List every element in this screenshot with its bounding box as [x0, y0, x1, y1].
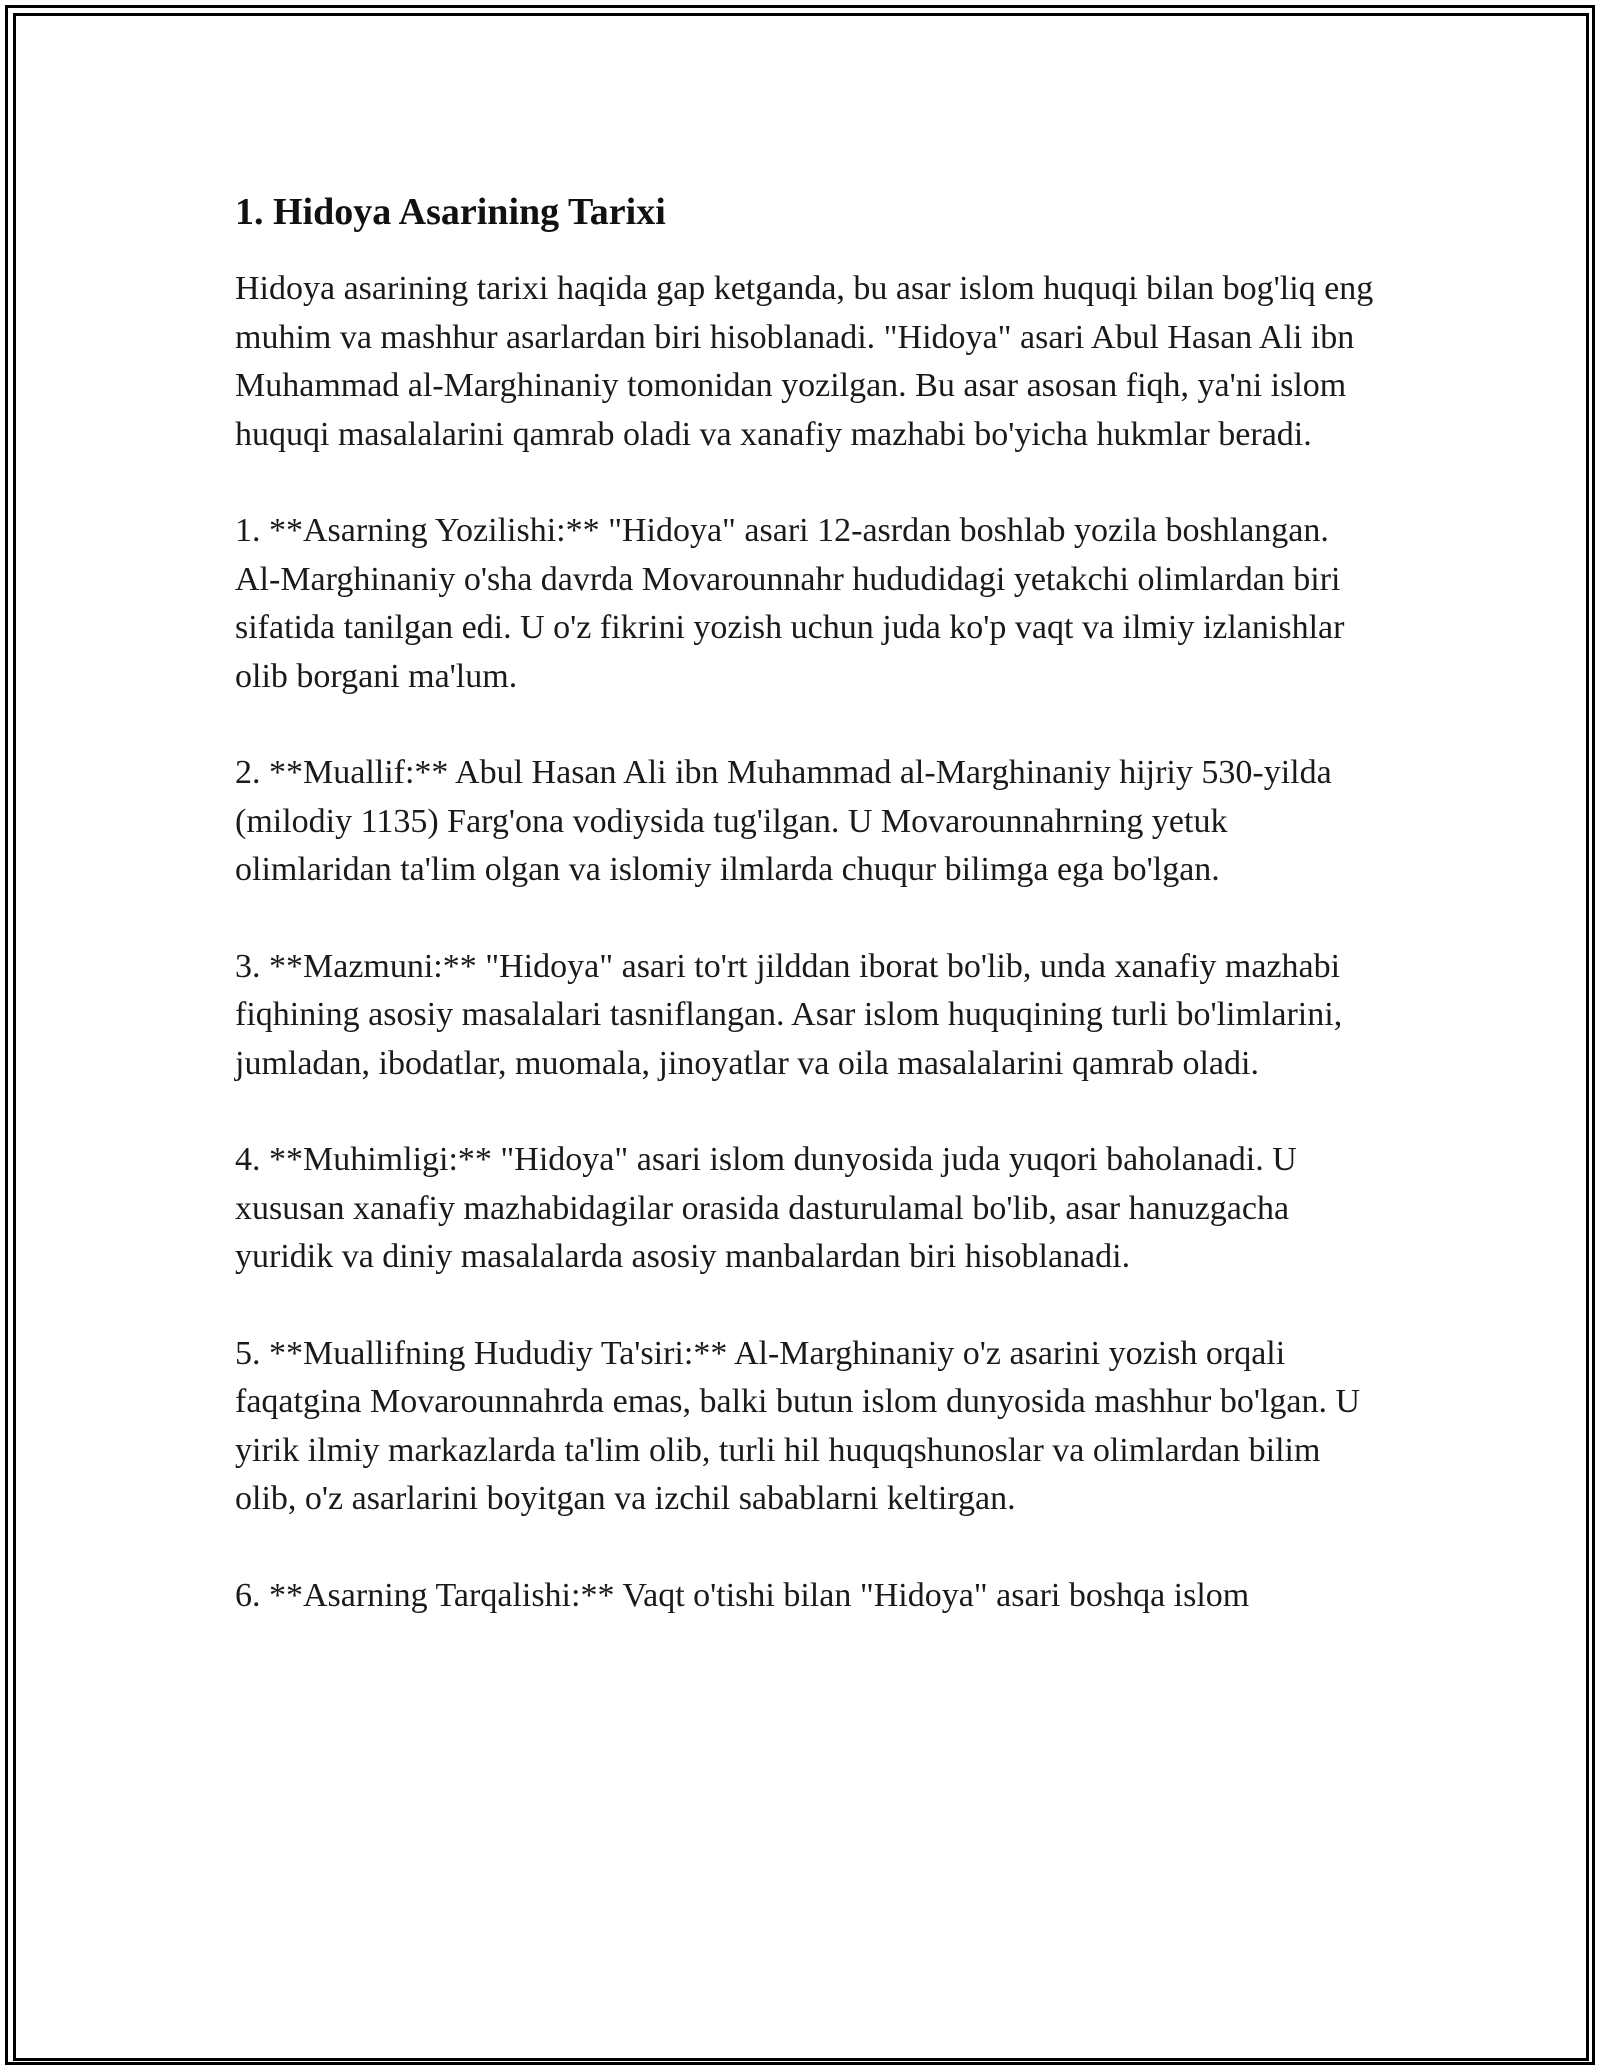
document-title: 1. Hidoya Asarining Tarixi [235, 191, 666, 233]
paragraph-item-6: 6. **Asarning Tarqalishi:** Vaqt o'tishi bilan "Hidoya" asari boshqa islom [235, 1576, 1250, 1614]
paragraph-item-4: 4. **Muhimligi:** "Hidoya" asari islom dunyosida juda yuqori baholanadi. U xususan xanafiy mazhabidagilar orasida dasturulamal bo'lib, asar hanuzgacha yuridik va diniy masalalarda asosiy manbalardan biri hisoblanadi. [235, 1141, 1297, 1276]
paragraph-item-5: 5. **Muallifning Hududiy Ta'siri:** Al-Marghinaniy o'z asarini yozish orqali faqatgina Movarounnahrda emas, balki butun islom dunyosida mashhur bo'lgan. U yirik ilmiy markazlarda ta'lim olib, turli hil huquqshunoslar va olimlardan bilim olib, o'z asarlarini boyitgan va izchil sabablarni keltirgan. [235, 1334, 1361, 1518]
paragraph-item-2: 2. **Muallif:** Abul Hasan Ali ibn Muhammad al-Marghinaniy hijriy 530-yilda (milodiy 1135) Farg'ona vodiysida tug'ilgan. U Movarounnahrning yetuk olimlaridan ta'lim olgan va islomiy ilmlarda chuqur bilimga ega bo'lgan. [235, 754, 1332, 889]
paragraph-intro: Hidoya asarining tarixi haqida gap ketganda, bu asar islom huquqi bilan bog'liq eng muhim va mashhur asarlardan biri hisoblanadi. "Hidoya" asari Abul Hasan Ali ibn Muhammad al-Marghinaniy tomonidan yozilgan. Bu asar asosan fiqh, ya'ni islom huquqi masalalarini qamrab oladi va xanafiy mazhabi bo'yicha hukmlar beradi. [235, 270, 1374, 453]
paragraph-item-1: 1. **Asarning Yozilishi:** "Hidoya" asari 12-asrdan boshlab yozila boshlangan. Al-Marghinaniy o'sha davrda Movarounnahr hududidagi yetakchi olimlardan biri sifatida tanilgan edi. U o'z fikrini yozish uchun juda ko'p vaqt va ilmiy izlanishlar olib borgani ma'lum. [235, 512, 1345, 695]
document-body [235, 188, 1375, 1668]
paragraph-item-3: 3. **Mazmuni:** "Hidoya" asari to'rt jilddan iborat bo'lib, unda xanafiy mazhabi fiqhining asosiy masalalari tasniflangan. Asar islom huquqining turli bo'limlarini, jumladan, ibodatlar, muomala, jinoyatlar va oila masalalarini qamrab oladi. [235, 947, 1343, 1082]
